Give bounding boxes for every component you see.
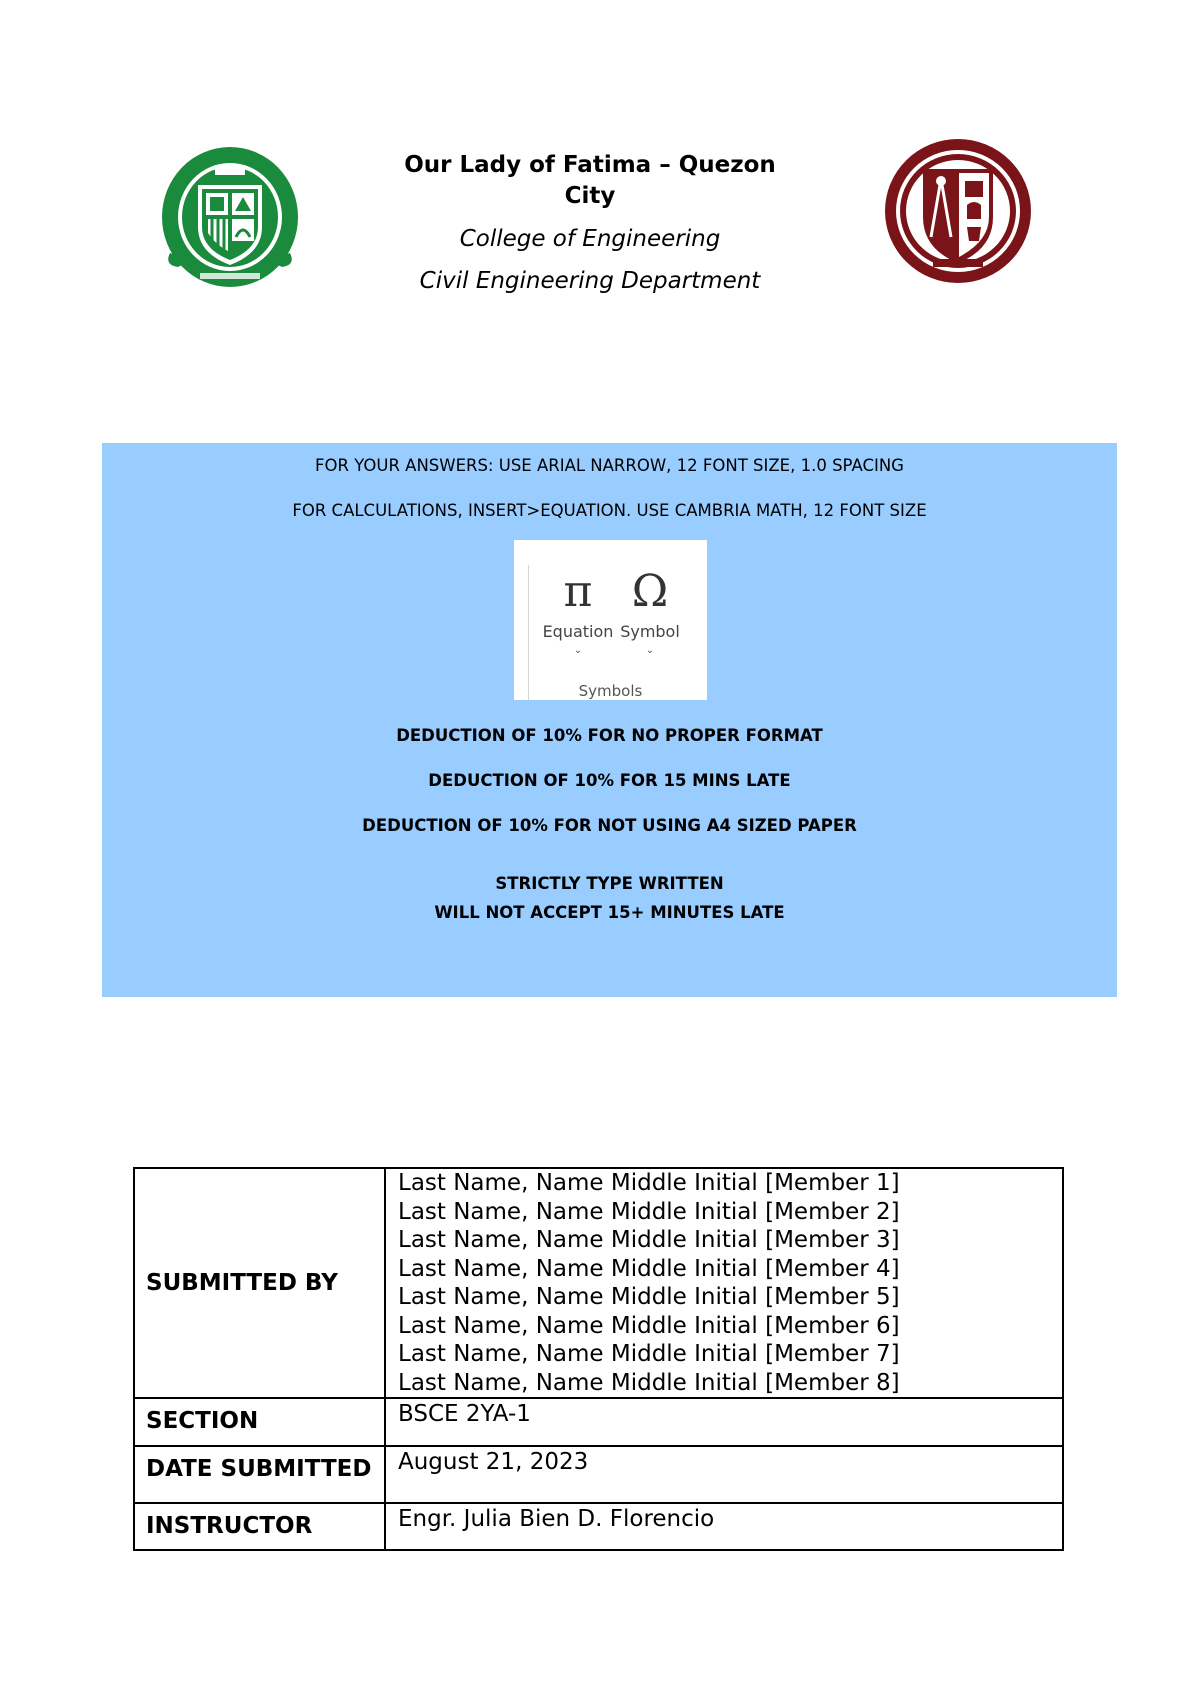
member-name: Last Name, Name Middle Initial [Member 1] xyxy=(398,1170,900,1196)
font-instruction: FOR YOUR ANSWERS: USE ARIAL NARROW, 12 FONT SIZE, 1.0 SPACING xyxy=(315,456,904,475)
pi-icon: π xyxy=(563,566,593,617)
member-name: Last Name, Name Middle Initial [Member 5] xyxy=(398,1284,900,1310)
member-name: Last Name, Name Middle Initial [Member 3] xyxy=(398,1227,900,1253)
symbol-label: Symbol xyxy=(620,622,680,641)
instructor-value-cell xyxy=(385,1503,1063,1550)
members-cell xyxy=(385,1168,1063,1398)
instructor-label-text: INSTRUCTOR xyxy=(146,1513,313,1539)
omega-icon: Ω xyxy=(631,566,669,617)
table-row xyxy=(134,1168,1063,1398)
deduction-paper: DEDUCTION OF 10% FOR NOT USING A4 SIZED PAPER xyxy=(362,816,857,835)
instructor-label xyxy=(134,1503,385,1550)
symbol-ribbon-button xyxy=(614,566,686,656)
late-rule: WILL NOT ACCEPT 15+ MINUTES LATE xyxy=(434,903,785,922)
equation-ribbon-button xyxy=(542,566,614,656)
member-name: Last Name, Name Middle Initial [Member 7] xyxy=(398,1341,900,1367)
deduction-late: DEDUCTION OF 10% FOR 15 MINS LATE xyxy=(428,771,791,790)
table-row xyxy=(134,1398,1063,1446)
table-row xyxy=(134,1503,1063,1550)
date-value: August 21, 2023 xyxy=(398,1449,589,1475)
date-label-text: DATE SUBMITTED xyxy=(146,1456,372,1482)
chevron-down-icon: ⌄ xyxy=(573,645,583,656)
ribbon-separator xyxy=(528,565,529,700)
submission-info-table xyxy=(133,1167,1064,1551)
symbols-group-label: Symbols xyxy=(578,682,643,700)
chevron-down-icon: ⌄ xyxy=(645,645,655,656)
submitted-by-label: SUBMITTED BY xyxy=(134,1168,385,1398)
table-row xyxy=(134,1446,1063,1503)
college-name: College of Engineering xyxy=(459,226,721,252)
university-seal-green-logo xyxy=(160,145,300,293)
member-name: Last Name, Name Middle Initial [Member 2] xyxy=(398,1198,900,1225)
institution-name: Our Lady of Fatima – Quezon City xyxy=(404,152,776,209)
department-name: Civil Engineering Department xyxy=(419,268,761,294)
calculation-instruction: FOR CALCULATIONS, INSERT>EQUATION. USE CAMBRIA MATH, 12 FONT SIZE xyxy=(292,501,927,520)
symbols-ribbon-screenshot xyxy=(514,540,707,700)
instructions-notice-box xyxy=(102,443,1117,997)
section-value-cell xyxy=(385,1398,1063,1446)
member-name: Last Name, Name Middle Initial [Member 4] xyxy=(398,1255,900,1282)
date-label xyxy=(134,1446,385,1503)
instructor-value: Engr. Julia Bien D. Florencio xyxy=(398,1506,715,1532)
section-label xyxy=(134,1398,385,1446)
engineering-seal-maroon-logo xyxy=(883,137,1033,285)
document-header xyxy=(380,150,800,294)
section-value: BSCE 2YA-1 xyxy=(398,1401,531,1427)
deduction-format: DEDUCTION OF 10% FOR NO PROPER FORMAT xyxy=(396,726,823,745)
date-value-cell xyxy=(385,1446,1063,1503)
typewritten-rule: STRICTLY TYPE WRITTEN xyxy=(495,874,724,893)
section-label-text: SECTION xyxy=(146,1408,259,1434)
equation-label: Equation xyxy=(542,622,614,641)
member-name: Last Name, Name Middle Initial [Member 6] xyxy=(398,1312,900,1339)
member-name: Last Name, Name Middle Initial [Member 8] xyxy=(398,1369,900,1396)
